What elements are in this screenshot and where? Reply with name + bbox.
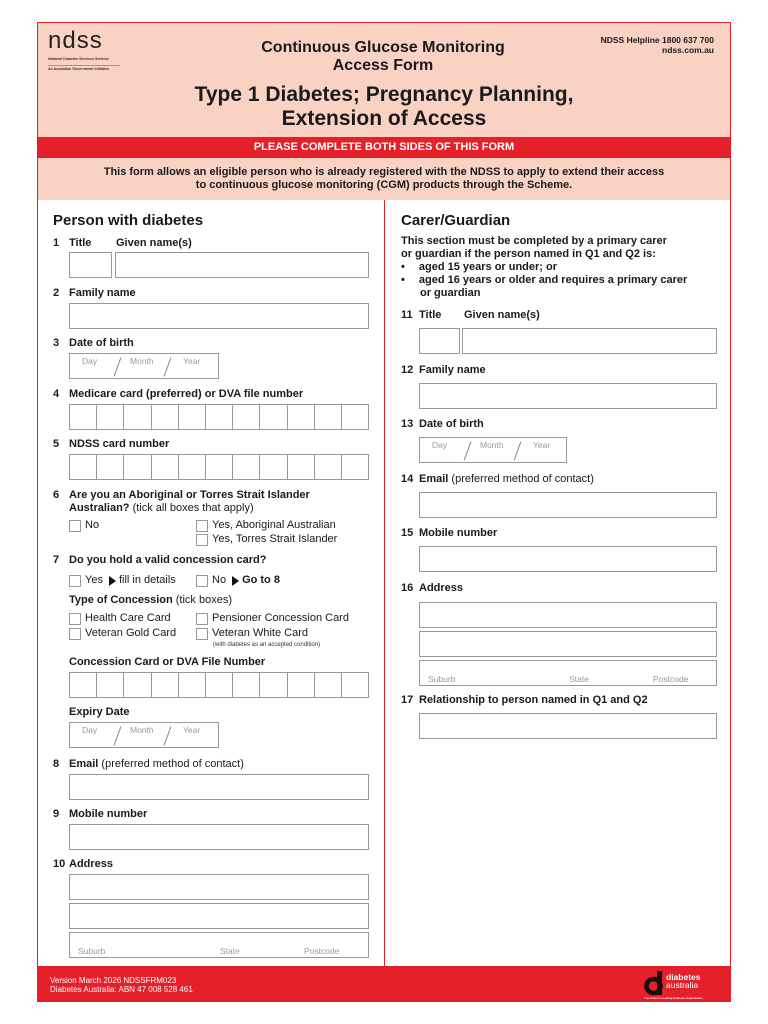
q1-number: 1 xyxy=(53,237,60,249)
q7-number: 7 xyxy=(53,554,60,566)
concession-no-option[interactable] xyxy=(196,574,280,587)
q4-number: 4 xyxy=(53,388,60,400)
checkbox[interactable] xyxy=(196,575,208,587)
ndss-logo xyxy=(48,29,128,71)
footer-text xyxy=(50,976,193,994)
state-hint: State xyxy=(220,946,240,956)
option-torres-strait[interactable] xyxy=(196,533,337,546)
q1-label xyxy=(53,237,91,250)
state-hint: State xyxy=(569,674,589,684)
option-label: Veteran White Card xyxy=(212,627,308,639)
instruction-banner: PLEASE COMPLETE BOTH SIDES OF THIS FORM xyxy=(38,137,730,158)
q10-text: Address xyxy=(69,858,114,870)
concession-number-label: Concession Card or DVA File Number xyxy=(69,656,266,668)
page-title xyxy=(138,83,630,131)
abn-text: Diabetes Australia: ABN 47 008 528 461 xyxy=(50,985,193,994)
option-label: No xyxy=(212,574,227,586)
option-label: Yes, Torres Strait Islander xyxy=(212,533,338,545)
q6-number: 6 xyxy=(53,489,60,501)
q9-label xyxy=(53,808,147,821)
option-veteran-white-card[interactable] xyxy=(196,627,308,640)
intro-line1: This form allows an eligible person who is already registered with the NDSS to apply to extend their access xyxy=(103,166,665,178)
checkbox[interactable] xyxy=(69,575,81,587)
q17-label xyxy=(401,694,648,707)
bullet-text: aged 15 years or under; or xyxy=(418,261,558,273)
option-label: No xyxy=(85,519,100,531)
carer-family-name-field[interactable] xyxy=(419,383,717,409)
q2-label xyxy=(53,287,136,300)
checkbox[interactable] xyxy=(196,534,208,546)
concession-type-text: Type of Concession xyxy=(69,594,173,606)
month-hint: Month xyxy=(480,440,504,450)
address-line1-field[interactable] xyxy=(69,874,369,900)
carer-bullet-2-cont: or guardian xyxy=(420,287,481,299)
option-pensioner-card[interactable] xyxy=(196,612,349,625)
q17-text: Relationship to person named in Q1 and Q2 xyxy=(419,694,648,706)
date-separator xyxy=(164,357,172,376)
q2-number: 2 xyxy=(53,287,60,299)
q17-number: 17 xyxy=(401,694,414,706)
q6-label-line2 xyxy=(69,502,254,515)
q15-text: Mobile number xyxy=(419,527,498,539)
q14-label xyxy=(401,473,594,486)
option-label: Yes, Aboriginal Australian xyxy=(212,519,336,531)
title-field[interactable] xyxy=(69,252,112,278)
q8-text: Email xyxy=(69,758,99,770)
carer-mobile-field[interactable] xyxy=(419,546,717,572)
concession-yes-option[interactable] xyxy=(69,574,176,587)
carer-email-field[interactable] xyxy=(419,492,717,518)
q11-label xyxy=(401,309,441,322)
carer-bullet-1: • aged 15 years or under; or xyxy=(401,261,558,273)
ndss-logo-subtitle: National Diabetes Services Scheme xyxy=(48,57,109,61)
q2-text: Family name xyxy=(69,287,136,299)
q9-text: Mobile number xyxy=(69,808,148,820)
address-line2-field[interactable] xyxy=(69,903,369,929)
checkbox[interactable] xyxy=(69,613,81,625)
ndss-logo-word xyxy=(48,29,128,56)
q4-label xyxy=(53,388,303,401)
column-divider xyxy=(384,200,385,966)
q5-number: 5 xyxy=(53,438,60,450)
q16-label xyxy=(401,582,463,595)
q6-label xyxy=(53,489,310,502)
q14-instruction: (preferred method of contact) xyxy=(448,473,594,485)
option-label: Yes xyxy=(85,574,103,586)
option-no-indigenous[interactable] xyxy=(69,519,99,532)
gov-initiative-text: An Australian Government initiative xyxy=(48,65,120,71)
carer-bullet-2: • aged 16 years or older and requires a primary carer xyxy=(401,274,688,286)
diabetes-australia-d-icon xyxy=(644,970,664,996)
relationship-field[interactable] xyxy=(419,713,717,739)
q10-number: 10 xyxy=(53,858,66,870)
page-title-line2: Extension of Access xyxy=(281,107,487,130)
q3-text: Date of birth xyxy=(69,337,134,349)
helpline-website: ndss.com.au xyxy=(662,45,714,55)
logo-line1: diabetes xyxy=(666,972,701,982)
checkbox[interactable] xyxy=(196,613,208,625)
q4-text: Medicare card (preferred) or DVA file number xyxy=(69,388,304,400)
q16-text: Address xyxy=(419,582,464,594)
month-hint: Month xyxy=(130,725,154,735)
mobile-number-field[interactable] xyxy=(69,824,369,850)
option-note: Go to 8 xyxy=(242,574,280,586)
ndss-card-number-field[interactable] xyxy=(69,454,369,480)
q13-label xyxy=(401,418,484,431)
checkbox[interactable] xyxy=(196,628,208,640)
year-hint: Year xyxy=(183,725,201,735)
q6-text-line1: Are you an Aboriginal or Torres Strait Islander xyxy=(69,489,310,501)
logo-tagline: The Nation's Leading Diabetes Organisation xyxy=(644,996,703,1000)
bullet-text: aged 16 years or older and requires a primary carer xyxy=(418,274,688,286)
veteran-white-note: (with diabetes as an accepted condition) xyxy=(213,642,321,648)
option-health-care-card[interactable] xyxy=(69,612,171,625)
checkbox[interactable] xyxy=(69,628,81,640)
q12-label xyxy=(401,364,486,377)
postcode-hint: Postcode xyxy=(653,674,689,684)
checkbox[interactable] xyxy=(196,520,208,532)
given-names-field[interactable] xyxy=(115,252,369,278)
q7-text: Do you hold a valid concession card? xyxy=(69,554,267,566)
q14-text: Email xyxy=(419,473,449,485)
postcode-hint: Postcode xyxy=(304,946,340,956)
q16-number: 16 xyxy=(401,582,414,594)
q10-label xyxy=(53,858,113,871)
arrow-right-icon xyxy=(109,576,116,586)
day-hint: Day xyxy=(82,356,98,366)
expiry-date-label: Expiry Date xyxy=(69,706,130,718)
q5-text: NDSS card number xyxy=(69,438,170,450)
year-hint: Year xyxy=(533,440,551,450)
date-separator xyxy=(464,441,472,460)
svg-text:ndss: ndss xyxy=(48,29,103,51)
helpline xyxy=(601,35,714,55)
day-hint: Day xyxy=(432,440,448,450)
q6-text-line2: Australian? xyxy=(69,502,130,514)
q3-label xyxy=(53,337,134,350)
checkbox[interactable] xyxy=(69,520,81,532)
option-label: Health Care Card xyxy=(85,612,171,624)
dob-field[interactable] xyxy=(69,353,219,379)
q1-given-label: Given name(s) xyxy=(116,237,192,249)
carer-suburb-state-postcode-field[interactable] xyxy=(419,660,717,686)
q1-title-label: Title xyxy=(69,237,92,249)
suburb-hint: Suburb xyxy=(428,674,456,684)
q5-label xyxy=(53,438,169,451)
option-label: Pensioner Concession Card xyxy=(212,612,349,624)
carer-address-line2-field[interactable] xyxy=(419,631,717,657)
family-name-field[interactable] xyxy=(69,303,369,329)
q11-given-label: Given name(s) xyxy=(464,309,540,321)
option-veteran-gold-card[interactable] xyxy=(69,627,176,640)
ndss-logo-mark xyxy=(48,29,120,51)
intro-line2: to continuous glucose monitoring (CGM) products through the Scheme. xyxy=(195,179,573,191)
diabetes-australia-logo xyxy=(644,970,714,1000)
address-suburb-state-postcode-field[interactable] xyxy=(69,932,369,958)
section-title-carer: Carer/Guardian xyxy=(401,212,511,229)
email-field[interactable] xyxy=(69,774,369,800)
carer-given-names-field[interactable] xyxy=(462,328,717,354)
arrow-right-icon xyxy=(232,576,239,586)
form-title-line2: Access Form xyxy=(332,57,434,74)
q7-label xyxy=(53,554,266,567)
q9-number: 9 xyxy=(53,808,60,820)
form-page xyxy=(37,22,731,1002)
carer-dob-field[interactable] xyxy=(419,437,567,463)
form-title-line1: Continuous Glucose Monitoring xyxy=(261,39,505,56)
carer-intro-line1: This section must be completed by a primary carer xyxy=(401,235,667,247)
q13-number: 13 xyxy=(401,418,414,430)
option-aboriginal[interactable] xyxy=(196,519,336,532)
helpline-phone: NDSS Helpline 1800 637 700 xyxy=(600,35,714,45)
q8-label xyxy=(53,758,244,771)
q8-number: 8 xyxy=(53,758,60,770)
q12-text: Family name xyxy=(419,364,486,376)
option-label: Veteran Gold Card xyxy=(85,627,177,639)
version-text: Version March 2026 NDSSFRM023 xyxy=(50,976,177,985)
date-separator xyxy=(514,441,522,460)
form-title xyxy=(228,39,538,75)
medicare-number-field[interactable] xyxy=(69,404,369,430)
q3-number: 3 xyxy=(53,337,60,349)
diabetes-australia-wordmark xyxy=(666,973,701,989)
expiry-date-field[interactable] xyxy=(69,722,219,748)
date-separator xyxy=(114,726,122,745)
header xyxy=(38,23,730,137)
day-hint: Day xyxy=(82,725,98,735)
carer-intro-line2: or guardian if the person named in Q1 and Q2 is: xyxy=(401,248,656,260)
q11-number: 11 xyxy=(401,309,413,321)
q15-number: 15 xyxy=(401,527,414,539)
year-hint: Year xyxy=(183,356,201,366)
concession-type-label xyxy=(69,594,232,607)
suburb-hint: Suburb xyxy=(78,946,106,956)
carer-address-line1-field[interactable] xyxy=(419,602,717,628)
q8-instruction: (preferred method of contact) xyxy=(98,758,244,770)
q6-instruction: (tick all boxes that apply) xyxy=(129,502,254,514)
footer xyxy=(38,966,730,1002)
option-note: fill in details xyxy=(118,574,176,586)
logo-line2: australia xyxy=(666,980,699,990)
q14-number: 14 xyxy=(401,473,414,485)
intro-text xyxy=(38,158,730,200)
q12-number: 12 xyxy=(401,364,414,376)
date-separator xyxy=(164,726,172,745)
concession-type-instruction: (tick boxes) xyxy=(172,594,232,606)
concession-number-field[interactable] xyxy=(69,672,369,698)
carer-title-field[interactable] xyxy=(419,328,460,354)
month-hint: Month xyxy=(130,356,154,366)
section-title-person: Person with diabetes xyxy=(53,212,204,229)
page-title-line1: Type 1 Diabetes; Pregnancy Planning, xyxy=(194,83,574,106)
q11-title-label: Title xyxy=(419,309,442,321)
date-separator xyxy=(114,357,122,376)
q15-label xyxy=(401,527,497,540)
q13-text: Date of birth xyxy=(419,418,484,430)
